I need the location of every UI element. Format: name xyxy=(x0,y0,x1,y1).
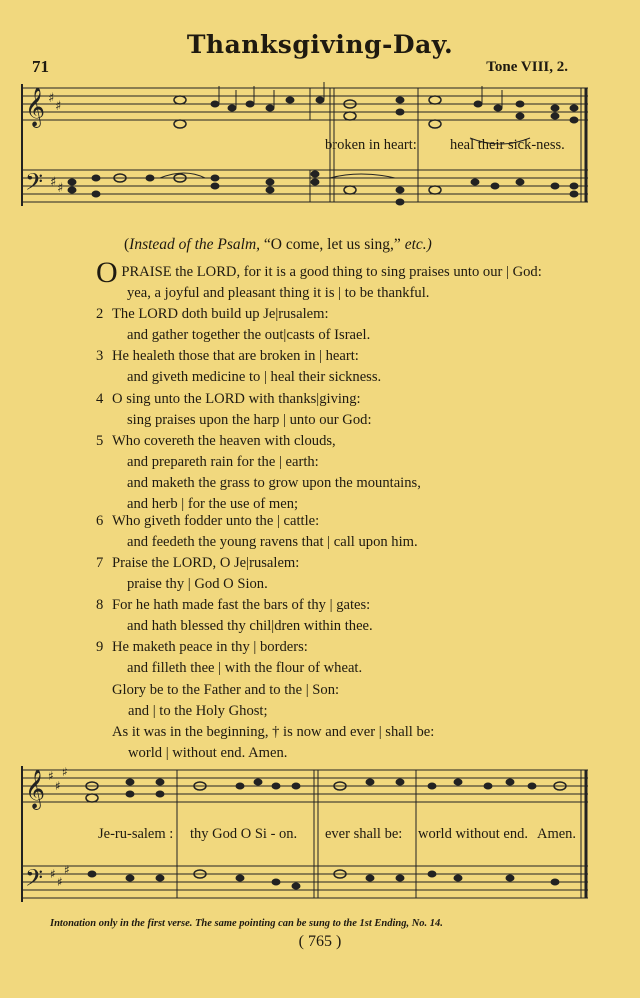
svg-text:♯: ♯ xyxy=(55,99,62,114)
verse-2: 2 The LORD doth build up Je|rusalem: and gather together the out|casts of Israel. xyxy=(96,306,371,343)
svg-text:♯: ♯ xyxy=(50,867,56,881)
svg-text:𝄢: 𝄢 xyxy=(25,864,44,897)
svg-text:♯: ♯ xyxy=(50,175,57,190)
verse-1: O PRAISE the LORD, for it is a good thing to sing praises unto our | God: yea, a joyful and pleasant thing it is | to be thankful. xyxy=(96,256,542,301)
rubric: (Instead of the Psalm, “O come, let us sing,” etc.) xyxy=(124,236,432,253)
verse-4: 4 O sing unto the LORD with thanks|giving: sing praises upon the harp | unto our God: xyxy=(96,391,372,428)
tune2-lyric-a: Je-ru-salem : xyxy=(98,826,174,842)
tune2-lyric-e: Amen. xyxy=(537,826,577,842)
tune2-lyric-c: ever shall be: xyxy=(325,826,403,842)
bass-staff xyxy=(22,170,588,202)
page-number: ( 765 ) xyxy=(298,933,342,950)
hymn-number: 71 xyxy=(32,57,49,76)
tune2-lyric-b: thy God O Si - on. xyxy=(190,826,298,842)
tune1-lyric-a: broken in heart: xyxy=(325,137,417,153)
page-title: Thanksgiving-Day. xyxy=(186,30,454,59)
tune1-lyric-b: heal their sick-ness. xyxy=(450,137,565,153)
svg-text:♯: ♯ xyxy=(48,769,54,783)
verse-8: 8 For he hath made fast the bars of thy | gates: and hath blessed thy chil|dren within thee. xyxy=(96,597,373,634)
svg-text:♯: ♯ xyxy=(48,91,55,106)
verse-3: 3 He healeth those that are broken in | heart: and giveth medicine to | heal their sickness. xyxy=(96,348,382,385)
svg-text:♯: ♯ xyxy=(57,875,63,889)
svg-text:𝄞: 𝄞 xyxy=(25,769,46,809)
tone-label: Tone VIII, 2. xyxy=(486,59,568,75)
svg-text:𝄞: 𝄞 xyxy=(25,87,46,127)
svg-text:♯: ♯ xyxy=(57,181,64,196)
tune2-lyric-d: world without end. xyxy=(418,826,528,842)
treble-staff xyxy=(22,88,588,120)
verse-7: 7 Praise the LORD, O Je|rusalem: praise thy | God O Sion. xyxy=(96,555,300,592)
verse-5: 5 Who covereth the heaven with clouds, and prepareth rain for the | earth: and maketh the grass to grow upon the mountains, and herb | for the use of men; xyxy=(96,433,421,512)
svg-text:♯: ♯ xyxy=(62,765,68,779)
svg-text:♯: ♯ xyxy=(64,863,70,877)
footnote: Intonation only in the first verse. The same pointing can be sung to the 1st Ending, No. 14. xyxy=(50,918,443,929)
svg-text:𝄢: 𝄢 xyxy=(25,168,44,201)
verse-9: 9 He maketh peace in thy | borders: and filleth thee | with the flour of wheat. xyxy=(96,639,363,676)
gloria: Glory be to the Father and to the | Son: and | to the Holy Ghost; As it was in the beginning, † is now and ever | shall be: world | without end. Amen. xyxy=(112,682,435,761)
verse-6: 6 Who giveth fodder unto the | cattle: and feedeth the young ravens that | call upon him. xyxy=(96,513,418,550)
svg-text:♯: ♯ xyxy=(55,779,61,793)
drop-cap: O xyxy=(96,256,118,289)
